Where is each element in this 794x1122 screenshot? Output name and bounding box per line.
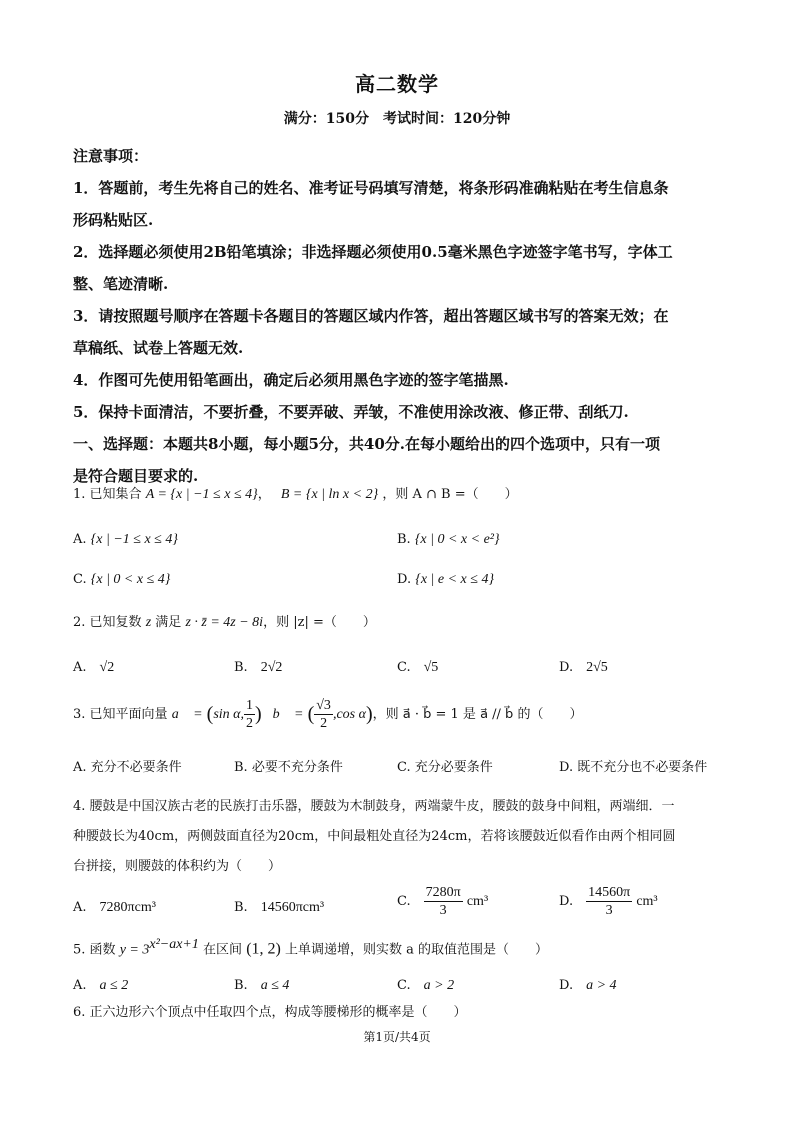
q1-option-c[interactable] <box>73 572 170 588</box>
option-value: a > 2 <box>423 978 455 993</box>
q3-option-c[interactable]: C. 充分必要条件 <box>397 760 493 775</box>
option-value: √5 <box>423 660 439 675</box>
exam-info: 满分：150分 考试时间：120分钟 <box>283 111 511 127</box>
q4-option-a[interactable]: A. 7280πcm³ <box>73 900 156 915</box>
q1-set-a: A = {x | −1 ≤ x ≤ 4} <box>145 487 258 502</box>
q2-option-a[interactable]: A. √2 <box>73 660 115 675</box>
q5-option-d[interactable]: D. a > 4 <box>559 978 617 993</box>
q5-exponent: x²−ax+1 <box>149 937 199 952</box>
q3-vector-b: ，b⃗ = <box>261 707 304 722</box>
q2-suffix: ，则 |z| =（ ） <box>263 615 376 630</box>
q5-function: y = 3 <box>119 942 150 958</box>
option-value: 2√5 <box>586 660 608 675</box>
option-label: A. <box>73 532 87 547</box>
q5-prefix: 5. 函数 <box>73 942 116 958</box>
option-value: 7280πcm³ <box>99 900 156 915</box>
instruction-line: 形码粘贴区. <box>73 211 154 229</box>
option-label: D. <box>397 572 412 587</box>
option-value: {x | −1 ≤ x ≤ 4} <box>90 532 178 547</box>
q5-suffix: 上单调递增，则实数 a 的取值范围是（ ） <box>284 942 548 958</box>
option-value: {x | 0 < x < e²} <box>414 532 500 547</box>
q2-variable: z <box>145 615 152 630</box>
section-heading: 一、选择题：本题共8小题，每小题5分，共40分.在每小题给出的四个选项中，只有一项 <box>73 435 660 453</box>
q3-fraction-sqrt3: $\frac{√3}{2}$ <box>316 698 331 731</box>
q5-option-c[interactable]: C. a > 2 <box>397 978 455 993</box>
q3-option-b[interactable]: B. 必要不充分条件 <box>234 760 343 775</box>
instruction-line: 4．作图可先使用铅笔画出，确定后必须用黑色字迹的签字笔描黑. <box>73 371 509 389</box>
q4-option-d[interactable]: D. $\frac{14560\pi}{3}$ cm³ <box>559 885 658 918</box>
page-title: 高二数学 <box>355 72 439 96</box>
q1-prefix: 1. 已知集合 <box>73 487 142 502</box>
q1-set-b: B = {x | ln x < 2} <box>280 487 379 502</box>
q3-prefix: 3. 已知平面向量 <box>73 707 168 722</box>
instruction-line: 1．答题前，考生先将自己的姓名、准考证号码填写清楚，将条形码准确粘贴在考生信息条 <box>73 179 669 197</box>
q3-sin: sin α, <box>213 707 245 722</box>
option-value: {x | e < x ≤ 4} <box>415 572 495 587</box>
q5-option-b[interactable]: B. a ≤ 4 <box>234 978 290 993</box>
q2-option-d[interactable]: D. 2√5 <box>559 660 608 675</box>
q3-option-d[interactable]: D. 既不充分也不必要条件 <box>559 760 708 775</box>
option-label: C. <box>73 572 87 587</box>
q2-option-b[interactable]: B. 2√2 <box>234 660 283 675</box>
option-value: √2 <box>99 660 115 675</box>
option-value: {x | 0 < x ≤ 4} <box>90 572 171 587</box>
q4-line-2: 种腰鼓长为40cm，两侧鼓面直径为20cm，中间最粗处直径为24cm，若将该腰鼓近似看作由两个相同圆 <box>73 829 676 844</box>
q5-option-a[interactable]: A. a ≤ 2 <box>73 978 129 993</box>
option-value: 2√2 <box>260 660 283 675</box>
option-value: 14560πcm³ <box>260 900 325 915</box>
question-5 <box>73 936 733 959</box>
option-value: a ≤ 2 <box>99 978 129 993</box>
question-1: 1. 已知集合 A = {x | −1 ≤ x ≤ 4}， B = {x | ln x < 2} ，则 A ∩ B =（ ） <box>73 487 518 502</box>
instruction-line: 5．保持卡面清洁，不要折叠，不要弄破、弄皱，不准使用涂改液、修正带、刮纸刀. <box>73 403 629 421</box>
option-value: a > 4 <box>586 978 617 993</box>
question-6: 6. 正六边形六个顶点中任取四个点，构成等腰梯形的概率是（ ） <box>73 1005 467 1020</box>
q5-interval-text: 在区间 <box>203 942 243 958</box>
q1-suffix: ，则 A ∩ B =（ ） <box>382 487 518 502</box>
q2-middle: 满足 <box>155 615 182 630</box>
q2-option-c[interactable]: C. √5 <box>397 660 439 675</box>
instructions-section <box>73 140 728 492</box>
q3-condition: ，则 a⃗ · b⃗ = 1 是 a⃗ // b⃗ 的（ ） <box>372 707 583 722</box>
instructions-heading: 注意事项： <box>73 147 149 165</box>
option-unit: cm³ <box>466 894 489 909</box>
q2-equation: z · z̄ = 4z − 8i <box>185 615 264 630</box>
q3-option-a[interactable]: A. 充分不必要条件 <box>73 760 182 775</box>
option-unit: cm³ <box>636 894 658 909</box>
q4-line-1: 4. 腰鼓是中国汉族古老的民族打击乐器，腰鼓为木制鼓身，两端蒙牛皮，腰鼓的鼓身中间粗，两端细．一 <box>73 799 675 814</box>
q3-fraction-half: $\frac{1}{2}$ <box>246 698 254 731</box>
option-value: a ≤ 4 <box>260 978 290 993</box>
q1-option-a[interactable] <box>73 532 178 548</box>
q5-interval: (1, 2) <box>246 940 281 958</box>
q1-option-d[interactable] <box>397 572 494 588</box>
option-label: B. <box>397 532 411 547</box>
option-fraction: $\frac{14560\pi}{3}$ <box>588 885 631 918</box>
q4-option-c[interactable]: C. $\frac{7280\pi}{3}$ cm³ <box>397 885 489 918</box>
instruction-line: 2．选择题必须使用2B铅笔填涂；非选择题必须使用0.5毫米黑色字迹签字笔书写，字体工 <box>73 243 673 261</box>
q4-option-b[interactable]: B. 14560πcm³ <box>234 900 325 915</box>
q3-cos: ,cos α <box>332 707 366 722</box>
question-2 <box>73 614 733 632</box>
instruction-line: 3．请按照题号顺序在答题卡各题目的答题区域内作答，超出答题区域书写的答案无效；在 <box>73 307 669 325</box>
q2-prefix: 2. 已知复数 <box>73 615 142 630</box>
page-number: 第1页/共4页 <box>363 1030 431 1044</box>
q3-vector-a: a⃗ = <box>171 707 203 722</box>
option-fraction: $\frac{7280\pi}{3}$ <box>425 885 461 918</box>
question-3: 3. 已知平面向量 a⃗ = (sin α, $\frac{1}{2}$ )，b⃗ = ( $\frac{√3}{2}$ ,cos α)，则 a⃗ · b⃗ = 1 是 a⃗ // b⃗ 的（ ） <box>73 698 583 731</box>
instruction-line: 整、笔迹清晰. <box>73 275 169 293</box>
instruction-line: 草稿纸、试卷上答题无效. <box>73 339 244 357</box>
q4-line-3: 台拼接，则腰鼓的体积约为（ ） <box>73 859 282 874</box>
q1-option-b[interactable] <box>397 532 500 548</box>
section-heading-cont: 是符合题目要求的. <box>73 467 199 485</box>
